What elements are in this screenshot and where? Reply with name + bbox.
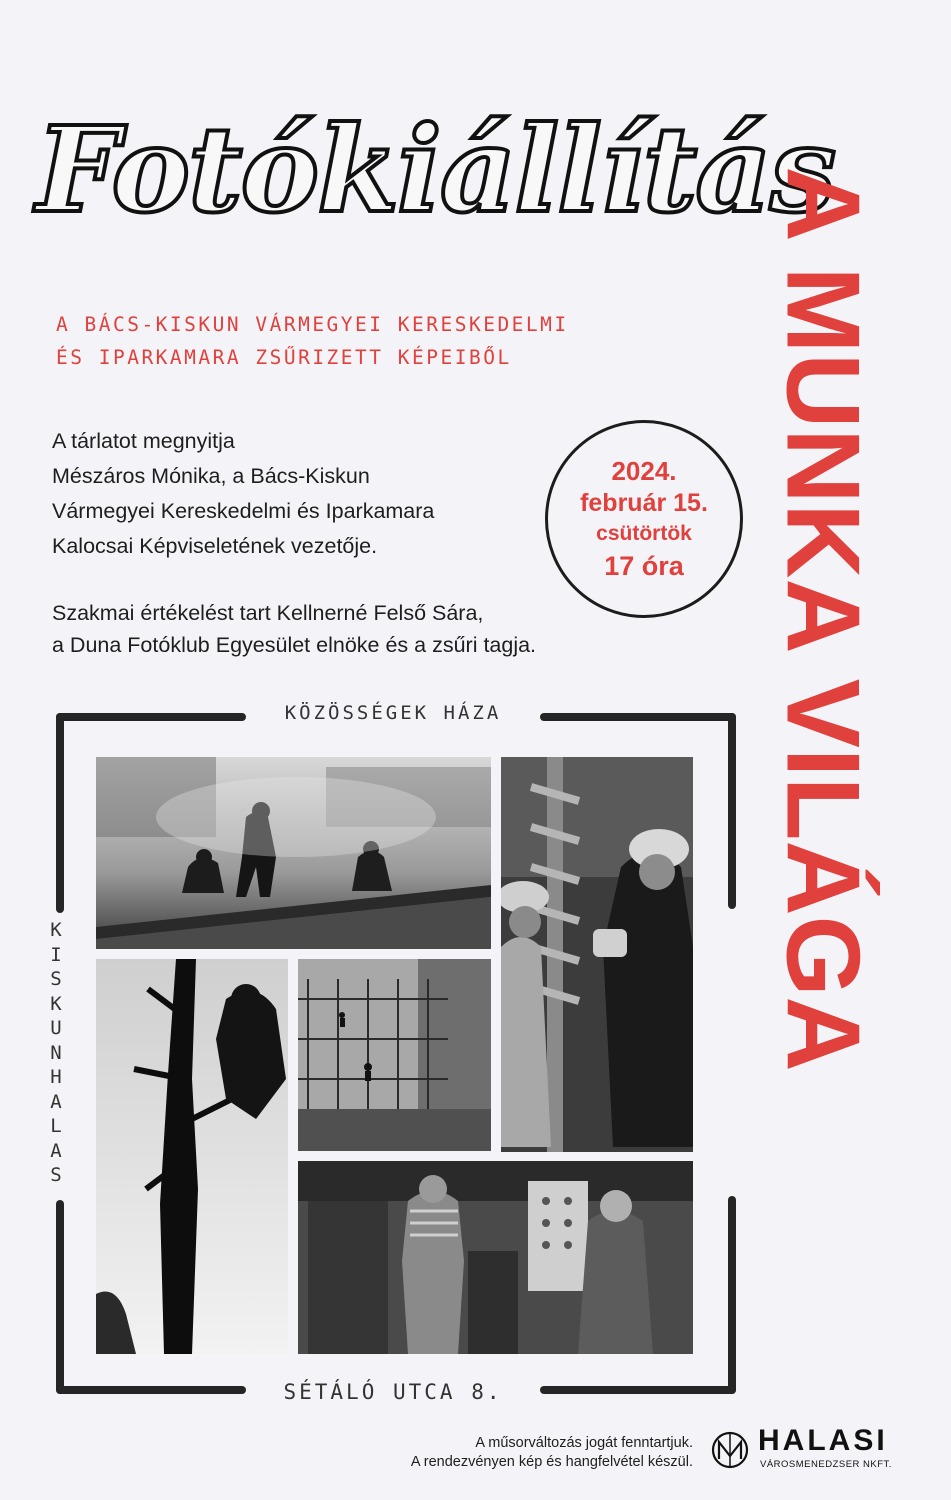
scaffolding-photo	[298, 959, 491, 1151]
frame-top-right-line	[540, 713, 736, 721]
halasi-logo	[710, 1424, 910, 1476]
subtitle-line: ÉS IPARKAMARA ZSŰRIZETT KÉPEIBŐL	[56, 346, 512, 369]
factory-workers-photo	[298, 1161, 693, 1354]
venue-name: KÖZÖSSÉGEK HÁZA	[284, 702, 502, 724]
venue-city-letter: S	[50, 1164, 62, 1186]
evaluation-line: a Duna Fotóklub Egyesület elnöke és a zsűri tagja.	[52, 633, 537, 657]
opening-line: Mészáros Mónika, a Bács-Kiskun	[52, 464, 370, 488]
date-weekday: csütörtök	[596, 522, 692, 545]
venue-city-letter: U	[50, 1017, 62, 1039]
workers-in-smoke-photo	[96, 757, 491, 949]
footer-note	[300, 1434, 693, 1472]
opening-text	[52, 424, 552, 564]
frame-top-left-line	[56, 713, 246, 721]
tree-climber-silhouette-photo	[96, 959, 288, 1354]
evaluation-line: Szakmai értékelést tart Kellnerné Felső Sára,	[52, 601, 484, 625]
exhibition-title: Fotókiállítás	[36, 100, 835, 239]
venue-city-letter: H	[50, 1066, 62, 1088]
opening-line: Vármegyei Kereskedelmi és Iparkamara	[52, 499, 435, 523]
evaluation-text	[52, 597, 692, 661]
logo-mark-icon	[710, 1430, 750, 1470]
date-badge	[545, 420, 743, 618]
venue-city-letter: A	[50, 1139, 62, 1162]
vertical-title: A MUNKA VILÁGA	[765, 166, 881, 1072]
frame-left-bottom-line	[56, 1200, 64, 1394]
venue-city-letter: K	[50, 919, 62, 941]
venue-city-letter: A	[50, 1090, 62, 1113]
frame-right-bottom-line	[728, 1196, 736, 1394]
venue-city-letter: L	[50, 1115, 62, 1137]
venue-city-letter: I	[50, 943, 62, 966]
frame-left-top-line	[56, 713, 64, 913]
logo-name: HALASI	[758, 1424, 888, 1457]
opening-line: A tárlatot megnyitja	[52, 429, 235, 453]
venue-city-letter: K	[50, 992, 62, 1015]
frame-right-top-line	[728, 713, 736, 909]
date-year: 2024.	[611, 456, 677, 486]
date-time: 17 óra	[604, 551, 684, 581]
frame-bottom-left-line	[56, 1386, 246, 1394]
frame-bottom-right-line	[540, 1386, 736, 1394]
subtitle-line: A BÁCS-KISKUN VÁRMEGYEI KERESKEDELMI	[56, 313, 569, 336]
footer-note-line: A műsorváltozás jogát fenntartjuk.	[475, 1435, 693, 1451]
venue-city-letter: N	[50, 1041, 62, 1064]
opening-line: Kalocsai Képviseletének vezetője.	[52, 534, 378, 558]
drilling-workers-photo	[501, 757, 693, 1152]
venue-city-letter: S	[50, 968, 62, 990]
venue-city	[44, 918, 68, 1188]
logo-subtitle: VÁROSMENEDZSER NKFT.	[760, 1459, 892, 1470]
date-day: február 15.	[580, 489, 708, 517]
footer-note-line: A rendezvényen kép és hangfelvétel készül.	[410, 1454, 693, 1470]
vertical-title-wrap	[738, 64, 908, 1174]
venue-street: SÉTÁLÓ UTCA 8.	[283, 1380, 503, 1404]
subtitle	[56, 308, 716, 374]
